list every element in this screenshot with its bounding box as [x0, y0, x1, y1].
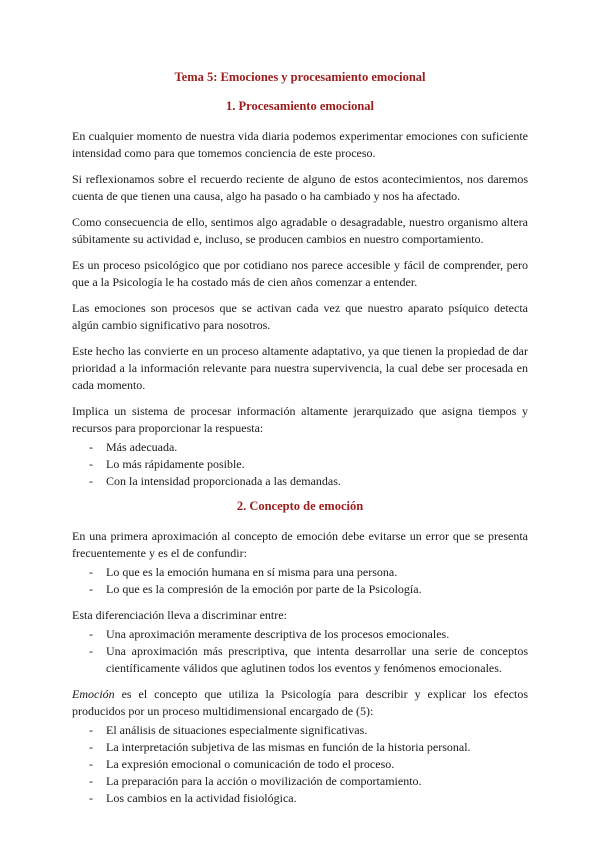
section-heading-1: 1. Procesamiento emocional: [226, 99, 374, 113]
list-item: - Lo que es la compresión de la emoción por parte de la Psicología.: [72, 581, 528, 598]
emocion-definition: [72, 686, 528, 720]
process-list: [72, 722, 528, 807]
emocion-term: Emoción: [72, 687, 115, 701]
paragraph: Si reflexionamos sobre el recuerdo reciente de alguno de estos acontecimientos, nos daremos cuenta de que tienen una causa, algo ha pasado o ha cambiado y nos ha afectado.: [72, 172, 528, 203]
list-item: - Más adecuada.: [72, 439, 528, 456]
paragraph: Como consecuencia de ello, sentimos algo agradable o desagradable, nuestro organismo altera súbitamente su actividad e, incluso, se producen cambios en nuestro comportamiento.: [72, 215, 528, 246]
list-item: - La interpretación subjetiva de las mismas en función de la historia personal.: [72, 739, 528, 756]
list-item: - Lo que es la emoción humana en sí misma para una persona.: [72, 564, 528, 581]
paragraph: Las emociones son procesos que se activan cada vez que nuestro aparato psíquico detecta algún cambio significativo para nosotros.: [72, 301, 528, 332]
section-heading-2: 2. Concepto de emoción: [236, 499, 364, 513]
paragraph: Esta diferenciación lleva a discriminar entre:: [72, 608, 287, 622]
list-item: - Con la intensidad proporcionada a las demandas.: [72, 473, 528, 490]
response-list: [72, 439, 528, 490]
paragraph: Implica un sistema de procesar información altamente jerarquizado que asigna tiempos y recursos para proporcionar la respuesta:: [72, 404, 528, 435]
document-title: Tema 5: Emociones y procesamiento emocional: [174, 70, 426, 84]
paragraph: Es un proceso psicológico que por cotidiano nos parece accesible y fácil de comprender, pero que a la Psicología le ha costado más de cien años comenzar a entender.: [72, 258, 528, 289]
list-item: - El análisis de situaciones especialmente significativas.: [72, 722, 528, 739]
emocion-definition-text: es el concepto que utiliza la Psicología para describir y explicar los efectos producidos por un proceso multidimensional encargado de (5):: [72, 687, 528, 718]
confusion-list: [72, 564, 528, 598]
list-item: - La preparación para la acción o movilización de comportamiento.: [72, 773, 528, 790]
list-item: - Lo más rápidamente posible.: [72, 456, 528, 473]
list-item: - Una aproximación meramente descriptiva de los procesos emocionales.: [72, 626, 528, 643]
approach-list: [72, 626, 528, 677]
list-item: - La expresión emocional o comunicación de todo el proceso.: [72, 756, 528, 773]
list-item: - Los cambios en la actividad fisiológica.: [72, 790, 528, 807]
paragraph: Este hecho las convierte en un proceso altamente adaptativo, ya que tienen la propiedad de dar prioridad a la información relevante para nuestra supervivencia, la cual debe ser procesada en cada momento.: [72, 344, 528, 392]
list-item: - Una aproximación más prescriptiva, que intenta desarrollar una serie de conceptos científicamente válidos que aglutinen todos los eventos y fenómenos emocionales.: [72, 643, 528, 677]
paragraph: En cualquier momento de nuestra vida diaria podemos experimentar emociones con suficiente intensidad como para que tomemos conciencia de este proceso.: [72, 129, 528, 160]
paragraph: En una primera aproximación al concepto de emoción debe evitarse un error que se presenta frecuentemente y es el de confundir:: [72, 529, 528, 560]
